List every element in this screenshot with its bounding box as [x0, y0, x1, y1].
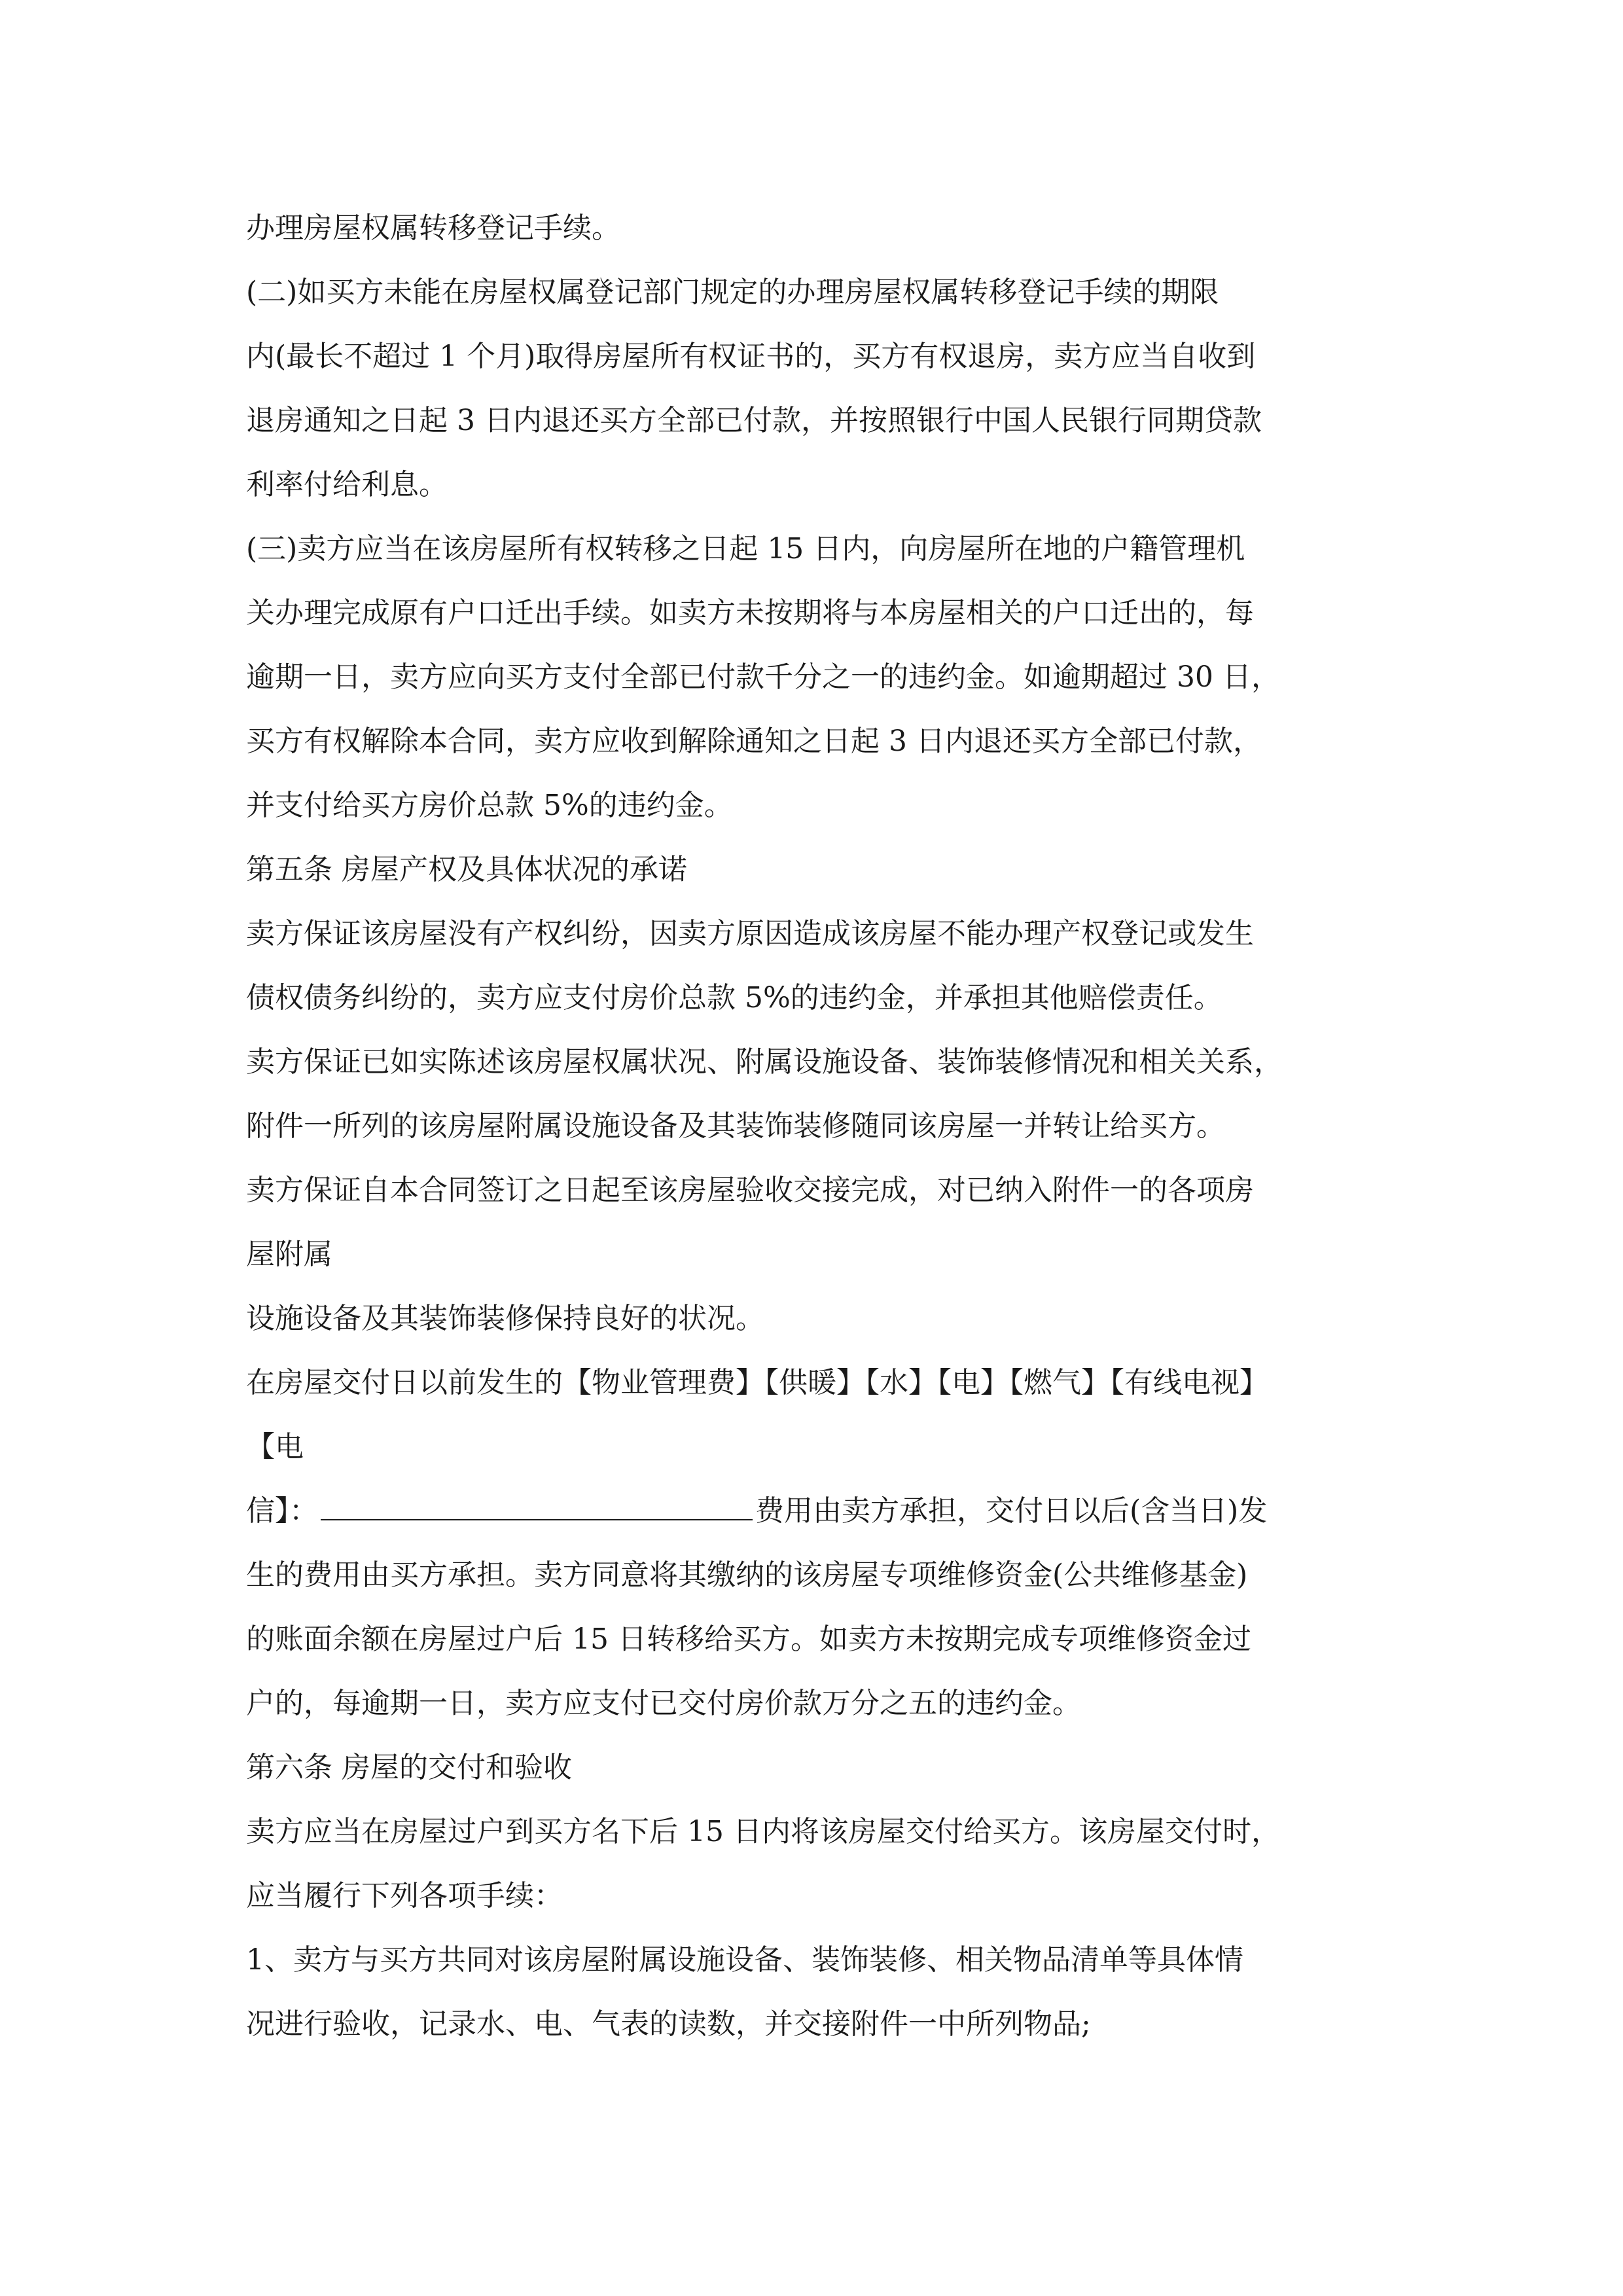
- text-line: 应当履行下列各项手续：: [246, 1879, 563, 1912]
- text-line: 卖方保证已如实陈述该房屋权属状况、附属设施设备、装饰装修情况和相关关系，: [246, 1045, 1283, 1079]
- text-line: 退房通知之日起 3 日内退还买方全部已付款，并按照银行中国人民银行同期贷款: [246, 404, 1262, 437]
- text-line: 利率付给利息。: [246, 468, 448, 501]
- text-line: 并支付给买方房价总款 5%的违约金。: [246, 789, 733, 822]
- text-line: 买方有权解除本合同，卖方应收到解除通知之日起 3 日内退还买方全部已付款，: [246, 725, 1262, 758]
- text-line: 屋附属: [246, 1238, 332, 1271]
- text-line: 1、卖方与买方共同对该房屋附属设施设备、装饰装修、相关物品清单等具体情: [246, 1943, 1243, 1977]
- text-line: 卖方保证该房屋没有产权纠纷，因卖方原因造成该房屋不能办理产权登记或发生: [246, 917, 1254, 950]
- section-heading-article-5: 第五条 房屋产权及具体状况的承诺: [246, 853, 687, 886]
- fill-in-prefix: 信】：: [246, 1494, 318, 1528]
- text-line: 生的费用由买方承担。卖方同意将其缴纳的该房屋专项维修资金(公共维修基金): [246, 1558, 1248, 1592]
- document-body: [246, 196, 1424, 2056]
- text-line: 附件一所列的该房屋附属设施设备及其装饰装修随同该房屋一并转让给买方。: [246, 1109, 1225, 1143]
- text-line: (二)如买方未能在房屋权属登记部门规定的办理房屋权属转移登记手续的期限: [246, 276, 1219, 309]
- text-line: 设施设备及其装饰装修保持良好的状况。: [246, 1302, 764, 1335]
- text-line: 卖方应当在房屋过户到买方名下后 15 日内将该房屋交付给买方。该房屋交付时，: [246, 1815, 1280, 1848]
- text-line: 债权债务纠纷的，卖方应支付房价总款 5%的违约金，并承担其他赔偿责任。: [246, 981, 1222, 1014]
- text-line: 关办理完成原有户口迁出手续。如卖方未按期将与本房屋相关的户口迁出的，每: [246, 596, 1254, 630]
- text-line: 况进行验收，记录水、电、气表的读数，并交接附件一中所列物品;: [246, 2007, 1091, 2041]
- fill-in-line: [246, 1479, 1424, 1543]
- text-line: 的账面余额在房屋过户后 15 日转移给买方。如卖方未按期完成专项维修资金过: [246, 1623, 1251, 1656]
- text-line: 【电: [246, 1430, 304, 1463]
- text-line: 逾期一日，卖方应向买方支付全部已付款千分之一的违约金。如逾期超过 30 日，: [246, 660, 1280, 694]
- fill-in-blank[interactable]: [321, 1493, 753, 1520]
- text-line: 办理房屋权属转移登记手续。: [246, 211, 620, 245]
- text-line: 内(最长不超过 1 个月)取得房屋所有权证书的，买方有权退房，卖方应当自收到: [246, 340, 1256, 373]
- section-heading-article-6: 第六条 房屋的交付和验收: [246, 1751, 572, 1784]
- text-line: 户的，每逾期一日，卖方应支付已交付房价款万分之五的违约金。: [246, 1687, 1081, 1720]
- fill-in-suffix: 费用由卖方承担，交付日以后(含当日)发: [755, 1494, 1268, 1528]
- text-line: 卖方保证自本合同签订之日起至该房屋验收交接完成，对已纳入附件一的各项房: [246, 1174, 1254, 1207]
- text-line: (三)卖方应当在该房屋所有权转移之日起 15 日内，向房屋所在地的户籍管理机: [246, 532, 1245, 565]
- text-line: 在房屋交付日以前发生的【物业管理费】【供暖】【水】【电】【燃气】【有线电视】: [246, 1366, 1268, 1399]
